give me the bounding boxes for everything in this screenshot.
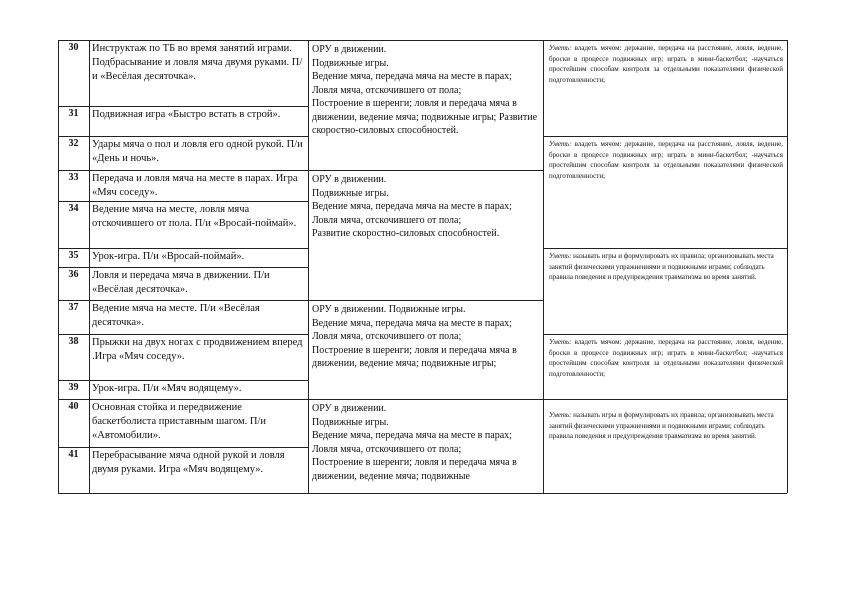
lesson-content: ОРУ в движении. Подвижные игры. Ведение мяча, передача мяча на месте в парах; Ловля мяча, отскочившего от пола; Построение в шеренги; ловля и передача мяча в движении, ведение мяча; подвижные — [312, 403, 517, 482]
lesson-content: ОРУ в движении. Подвижные игры. Ведение мяча, передача мяча на месте в парах; Ловля мяча, отскочившего от пола; Развитие скоростно-силовых способностей. — [312, 174, 512, 239]
skill-text: владеть мячом: держание, передача на расстояние, ловля, ведение, броски в процессе подвижных игр; играть в мини-баскетбол; -научаться простейшим способам контроля за отдельными показателями физической подготовленности; — [549, 338, 784, 378]
lesson-content: ОРУ в движении. Подвижные игры. Ведение мяча, передача мяча на месте в парах; Ловля мяча, отскочившего от пола; Построение в шеренги; ловля и передача мяча в движении, ведение мяча; подвижные игры; Развитие скоростно-силовых способностей. — [312, 44, 538, 136]
lesson-topic: Передача и ловля мяча на месте в парах. Игра «Мяч соседу». — [92, 173, 298, 198]
lesson-number: 33 — [68, 172, 79, 183]
lesson-number: 35 — [68, 250, 79, 261]
lesson-number: 39 — [68, 382, 79, 393]
lesson-topic: Основная стойка и передвижение баскетболиста приставным шагом. П/и «Автомобили». — [92, 402, 267, 441]
lesson-topic: Ведение мяча на месте, ловля мяча отскочившего от пола. П/и «Вросай-поймай». — [92, 204, 297, 229]
lesson-number: 34 — [68, 203, 79, 214]
skill-label: Уметь: — [549, 411, 572, 419]
lesson-topic: Подвижная игра «Быстро встать в строй». — [92, 109, 281, 120]
lesson-topic: Прыжки на двух ногах с продвижением вперед .Игра «Мяч соседу». — [92, 337, 303, 362]
lesson-topic: Урок-игра. П/и «Вросай-поймай». — [92, 251, 245, 262]
lesson-number: 40 — [68, 401, 79, 412]
skill-requirement — [544, 400, 787, 493]
skill-requirement — [544, 335, 787, 399]
skill-label: Уметь: — [549, 140, 572, 148]
skill-text: называть игры и формулировать их правила; организовывать места занятий физическими упражнениями и подвижными играми; соблюдать правила поведения и предупреждения травматизма во время занятий. — [549, 252, 774, 281]
lesson-topic: Урок-игра. П/и «Мяч водящему». — [92, 383, 242, 394]
lesson-number: 32 — [68, 138, 79, 149]
skill-requirement — [544, 249, 787, 334]
skill-label: Уметь: — [549, 338, 572, 346]
skill-requirement — [544, 41, 787, 136]
skill-label: Уметь: — [549, 44, 572, 52]
lesson-number: 38 — [68, 336, 79, 347]
table-border-right — [787, 40, 788, 493]
lesson-number: 36 — [68, 269, 79, 280]
lesson-number: 37 — [68, 302, 79, 313]
lesson-topic: Ведение мяча на месте. П/и «Весёлая десяточка». — [92, 303, 260, 328]
lesson-topic: Удары мяча о пол и ловля его одной рукой. П/и «День и ночь». — [92, 139, 303, 164]
skill-label: Уметь: — [549, 252, 572, 260]
lesson-number: 30 — [68, 42, 79, 53]
lesson-content: ОРУ в движении. Подвижные игры. Ведение мяча, передача мяча на месте в парах; Ловля мяча, отскочившего от пола; Построение в шеренги; ловля и передача мяча в движении, ведение мяча; подвижные игры; — [312, 304, 517, 369]
table-border-bottom — [58, 493, 787, 494]
skill-text: владеть мячом: держание, передача на расстояние, ловля, ведение, броски в процессе подвижных игр; играть в мини-баскетбол; -научаться простейшим способам контроля за отдельными показателями физической подготовленности; — [549, 140, 784, 180]
lesson-number: 41 — [68, 449, 79, 460]
lesson-topic: Инструктаж по ТБ во время занятий играми. Подбрасывание и ловля мяча двумя руками. П/и «Весёлая десяточка». — [92, 43, 303, 82]
lesson-topic: Ловля и передача мяча в движении. П/и «Весёлая десяточка». — [92, 270, 270, 295]
lesson-number: 31 — [68, 108, 79, 119]
skill-text: называть игры и формулировать их правила; организовывать места занятий физическими упражнениями и подвижными играми; соблюдать правила поведения и предупреждения травматизма во время занятий. — [549, 411, 774, 440]
skill-requirement — [544, 137, 787, 248]
skill-text: владеть мячом: держание, передача на расстояние, ловля, ведение, броски в процессе подвижных игр; играть в мини-баскетбол; -научаться простейшим способам контроля за отдельными показателями физической подготовленности; — [549, 44, 784, 84]
lesson-topic: Перебрасывание мяча одной рукой и ловля двумя руками. Игра «Мяч водящему». — [92, 450, 285, 475]
